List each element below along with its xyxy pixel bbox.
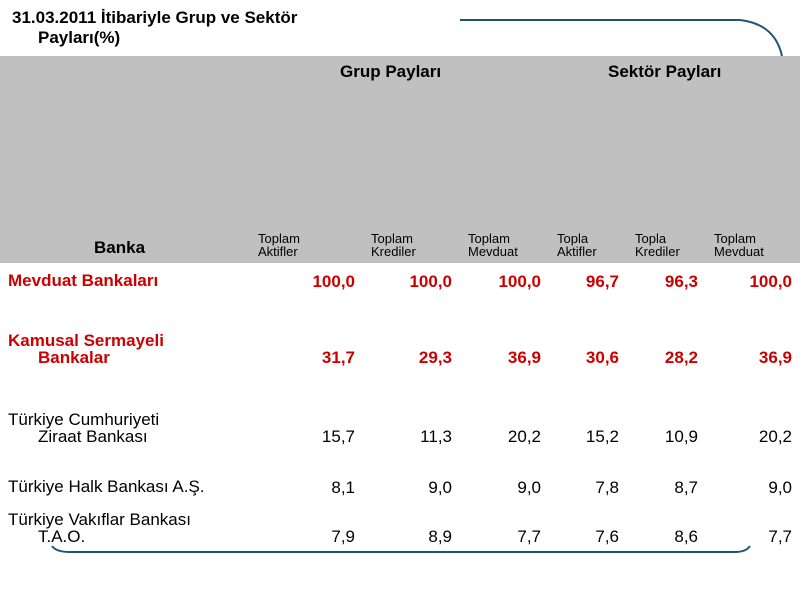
table-cell: 28,2 xyxy=(664,348,698,367)
row-label-line-1: Türkiye Halk Bankası A.Ş. xyxy=(8,477,205,496)
bottom-decorative-rule xyxy=(0,540,800,570)
sector-shares-heading: Sektör Payları xyxy=(608,62,722,81)
row-label xyxy=(8,332,164,366)
row-label-line-2: Ziraat Bankası xyxy=(38,427,148,446)
table-cell: 9,0 xyxy=(768,478,792,497)
row-label-line-1: Türkiye Cumhuriyeti xyxy=(8,410,160,429)
row-label-line-2: Bankalar xyxy=(38,348,110,367)
table-cell: 15,2 xyxy=(585,427,619,446)
column-header-line-1: Toplam xyxy=(468,231,510,246)
table-cell: 7,8 xyxy=(595,478,619,497)
column-header xyxy=(714,232,764,258)
row-label xyxy=(8,478,205,495)
column-header-line-1: Toplam xyxy=(714,231,756,246)
bank-column-heading: Banka xyxy=(94,238,146,257)
title-line-1: 31.03.2011 İtibariyle Grup ve Sektör xyxy=(12,8,298,27)
group-shares-heading: Grup Payları xyxy=(340,62,442,81)
column-header xyxy=(557,232,597,258)
title-line-2: Payları(%) xyxy=(38,28,121,47)
row-label xyxy=(8,411,159,445)
table-cell: 29,3 xyxy=(418,348,452,367)
row-label-line-1: Mevduat Bankaları xyxy=(8,271,159,290)
table-cell: 20,2 xyxy=(758,427,792,446)
table-cell: 100,0 xyxy=(749,272,792,291)
column-header xyxy=(468,232,518,258)
column-header-line-1: Topla xyxy=(635,231,667,246)
table-cell: 7,7 xyxy=(768,527,792,546)
table-cell: 100,0 xyxy=(498,272,541,291)
row-label xyxy=(8,272,158,289)
row-label-line-2: T.A.O. xyxy=(38,527,86,546)
column-header-line-2: Krediler xyxy=(635,244,680,259)
table-cell: 9,0 xyxy=(517,478,541,497)
row-label-line-1: Kamusal Sermayeli xyxy=(8,331,164,350)
table-cell: 7,7 xyxy=(517,527,541,546)
table-cell: 96,7 xyxy=(585,272,619,291)
table-cell: 9,0 xyxy=(428,478,452,497)
column-header-line-1: Toplam xyxy=(258,231,300,246)
column-header-line-2: Mevduat xyxy=(468,244,518,259)
table-cell: 8,1 xyxy=(331,478,355,497)
column-header xyxy=(258,232,300,258)
column-header-line-2: Aktifler xyxy=(557,244,597,259)
column-header-line-2: Mevduat xyxy=(714,244,764,259)
column-header xyxy=(371,232,416,258)
column-header-line-1: Toplam xyxy=(371,231,413,246)
table-cell: 15,7 xyxy=(321,427,355,446)
table-cell: 11,3 xyxy=(420,427,452,446)
column-header-line-1: Topla xyxy=(557,231,589,246)
column-header-line-2: Aktifler xyxy=(258,244,298,259)
table-cell: 30,6 xyxy=(585,348,619,367)
table-cell: 7,6 xyxy=(595,527,619,546)
row-label-line-1: Türkiye Vakıflar Bankası xyxy=(8,510,191,529)
table-cell: 31,7 xyxy=(321,348,355,367)
table-cell: 100,0 xyxy=(409,272,452,291)
slide-title xyxy=(12,8,432,48)
table-cell: 96,3 xyxy=(664,272,698,291)
table-cell: 7,9 xyxy=(331,527,355,546)
table-cell: 8,9 xyxy=(428,527,452,546)
table-cell: 8,7 xyxy=(674,478,698,497)
table-cell: 36,9 xyxy=(507,348,541,367)
table-cell: 8,6 xyxy=(674,527,698,546)
table-cell: 20,2 xyxy=(507,427,541,446)
table-cell: 10,9 xyxy=(664,427,698,446)
column-header-line-2: Krediler xyxy=(371,244,416,259)
table-cell: 36,9 xyxy=(758,348,792,367)
table-cell: 100,0 xyxy=(312,272,355,291)
column-header xyxy=(635,232,680,258)
